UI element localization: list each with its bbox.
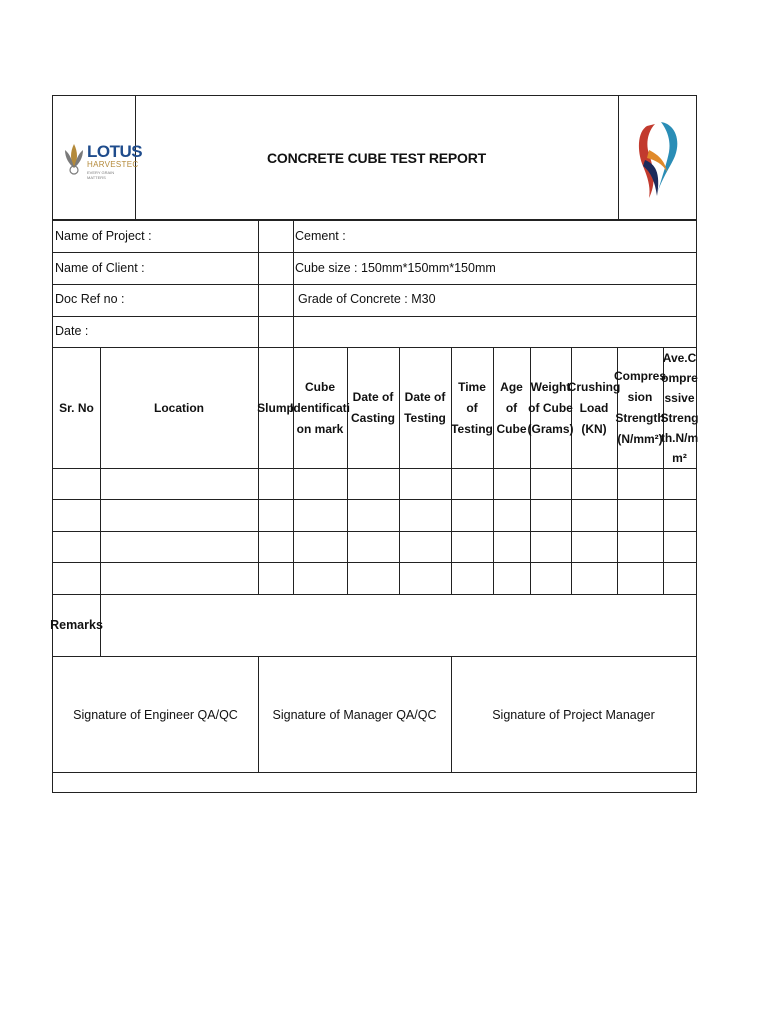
doc-ref-label: Doc Ref no : (55, 292, 125, 306)
table-row[interactable] (53, 469, 696, 499)
header-slump: Slump (257, 400, 294, 415)
lotus-flower-icon (61, 140, 87, 176)
cement-label: Cement : (295, 229, 346, 243)
signature-project-manager: Signature of Project Manager (492, 707, 655, 722)
header-compression-strength: Compres sion Strength (N/mm²) (614, 369, 667, 446)
table-row[interactable] (53, 532, 696, 562)
header-age-cube: Age of Cube (496, 379, 527, 436)
table-row[interactable] (53, 500, 696, 531)
report-sheet (52, 95, 697, 793)
project-name-label: Name of Project : (55, 229, 152, 243)
signature-engineer-qaqc: Signature of Engineer QA/QC (73, 707, 238, 722)
cube-size-label: Cube size : 150mm*150mm*150mm (295, 261, 496, 275)
header-weight-cube: Weight of Cube (Grams) (527, 379, 574, 436)
company-logo (59, 136, 143, 186)
header-date-casting: Date of Casting (350, 390, 395, 425)
remarks-label: Remarks (50, 618, 103, 632)
emblem-road-icon (627, 116, 691, 202)
emblem-logo (627, 116, 691, 202)
logo-brand-word: LOTUS (87, 142, 143, 161)
header-sr-no: Sr. No (59, 400, 94, 415)
signature-manager-qaqc: Signature of Manager QA/QC (272, 707, 437, 722)
client-name-label: Name of Client : (55, 261, 145, 275)
logo-brand-sub: HARVESTEC (87, 160, 139, 169)
logo-brand-tag: EVERY GRAIN MATTERS (87, 170, 115, 180)
table-row[interactable] (53, 563, 696, 594)
header-crushing-load: Crushing Load (KN) (567, 379, 621, 436)
grade-label: Grade of Concrete : M30 (298, 292, 436, 306)
report-title: CONCRETE CUBE TEST REPORT (266, 150, 486, 166)
header-time-testing: Time of Testing (451, 379, 493, 436)
header-date-testing: Date of Testing (404, 390, 446, 425)
header-cube-id: Cube Identificati on mark (290, 379, 351, 436)
header-avg-compressive-strength: Ave.C ompre ssive Streng th.N/m m² (660, 351, 699, 465)
date-label: Date : (55, 324, 89, 338)
header-location: Location (154, 400, 204, 415)
remarks-field[interactable] (101, 595, 696, 656)
